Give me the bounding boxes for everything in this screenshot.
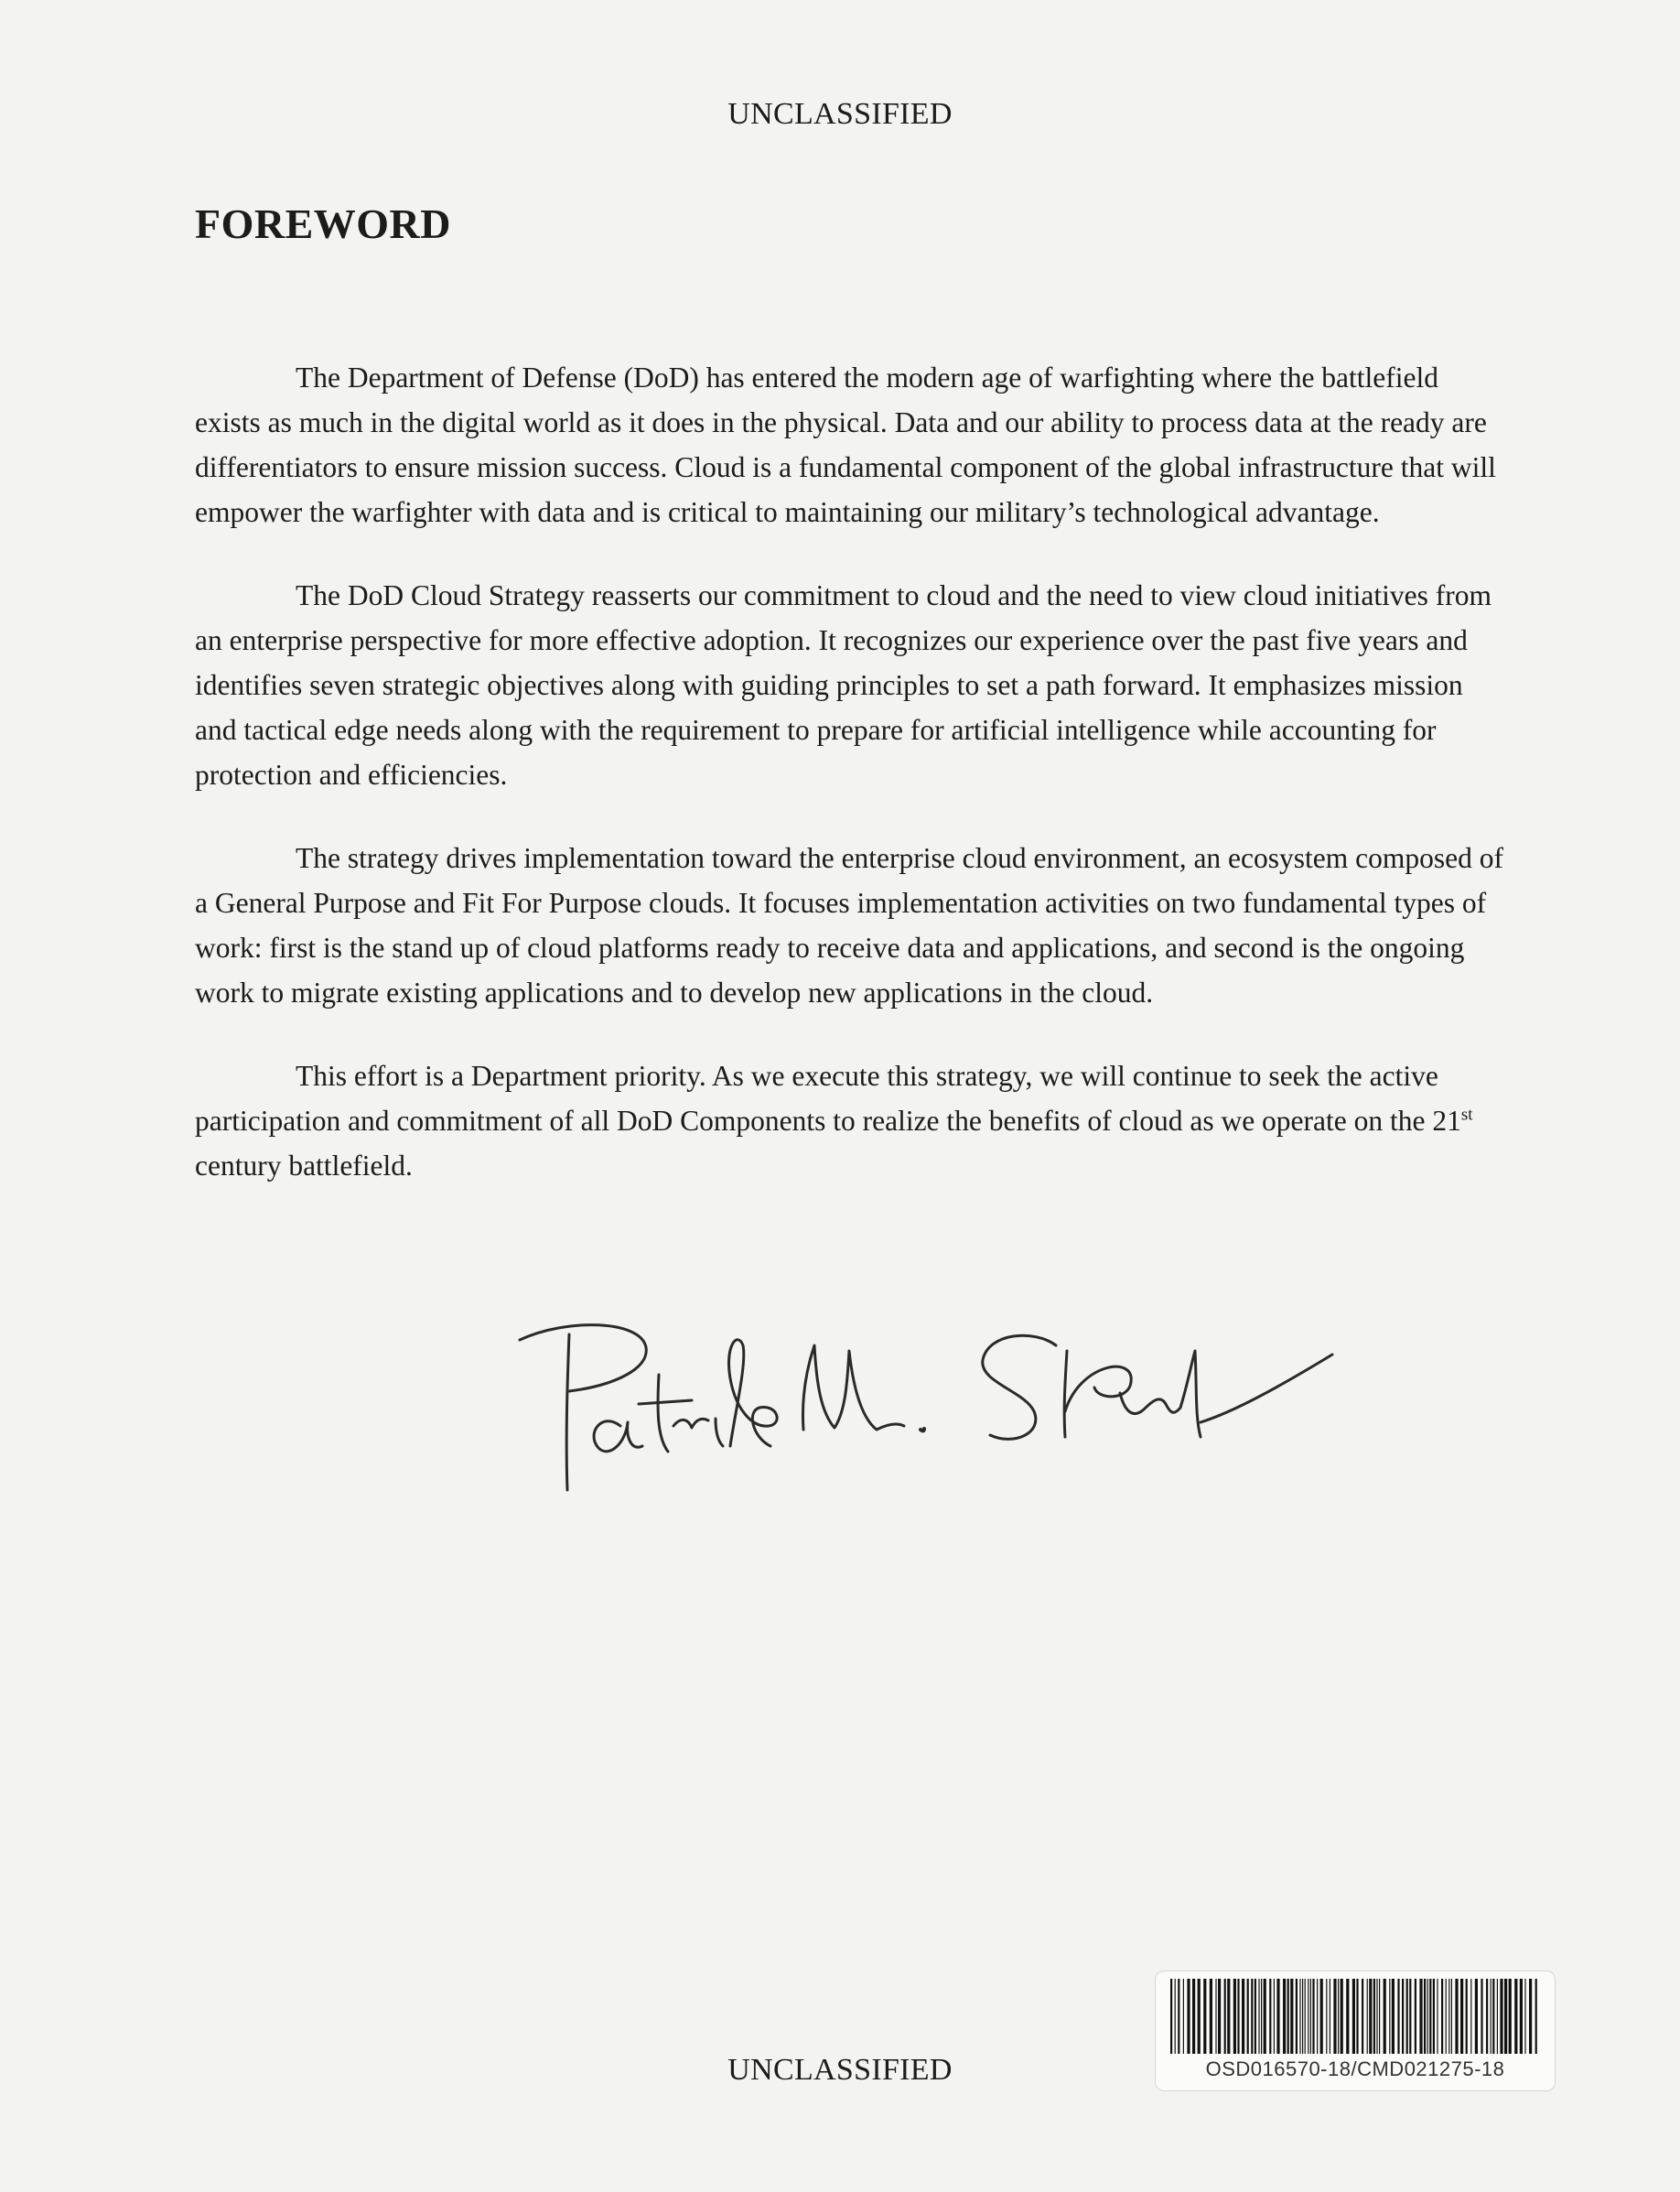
barcode-id: OSD016570-18/CMD021275-18 xyxy=(1205,2057,1505,2080)
paragraph-4-text: This effort is a Department priority. As we execute this strategy, we will continue to seek the active participation and commitment of all DoD Components to realize the benefits of cloud as we operate on the 21 xyxy=(195,1060,1461,1137)
signature-image xyxy=(512,1309,1336,1501)
barcode-label xyxy=(1155,1971,1556,2091)
paragraph-4 xyxy=(195,1053,1503,1188)
paragraph-1: The Department of Defense (DoD) has entered the modern age of warfighting where the battlefield exists as much in the digital world as it does in the physical. Data and our ability to process data at the ready are differentiators to ensure mission success. Cloud is a fundamental component of the global infrastructure that will empower the warfighter with data and is critical to maintaining our military’s technological advantage. xyxy=(195,362,1496,528)
classification-marking-top: UNCLASSIFIED xyxy=(727,97,953,131)
paragraph-3: The strategy drives implementation toward the enterprise cloud environment, an ecosystem composed of a General Purpose and Fit For Purpose clouds. It focuses implementation activities on two fundamental types of work: first is the stand up of cloud platforms ready to receive data and applications, and second is the ongoing work to migrate existing applications and to develop new applications in the cloud. xyxy=(195,842,1503,1009)
page-title: FOREWORD xyxy=(195,200,451,247)
paragraph-2: The DoD Cloud Strategy reasserts our commitment to cloud and the need to view cloud initiatives from an enterprise perspective for more effective adoption. It recognizes our experience over the past five years and identifies seven strategic objectives along with guiding principles to set a path forward. It emphasizes mission and tactical edge needs along with the requirement to prepare for artificial intelligence while accounting for protection and efficiencies. xyxy=(195,579,1492,791)
barcode-icon xyxy=(1168,1979,1542,2054)
classification-marking-bottom: UNCLASSIFIED xyxy=(727,2053,953,2087)
document-body xyxy=(195,355,1503,1226)
ordinal-superscript: st xyxy=(1460,1105,1473,1125)
paragraph-4-ending: century battlefield. xyxy=(195,1150,413,1182)
